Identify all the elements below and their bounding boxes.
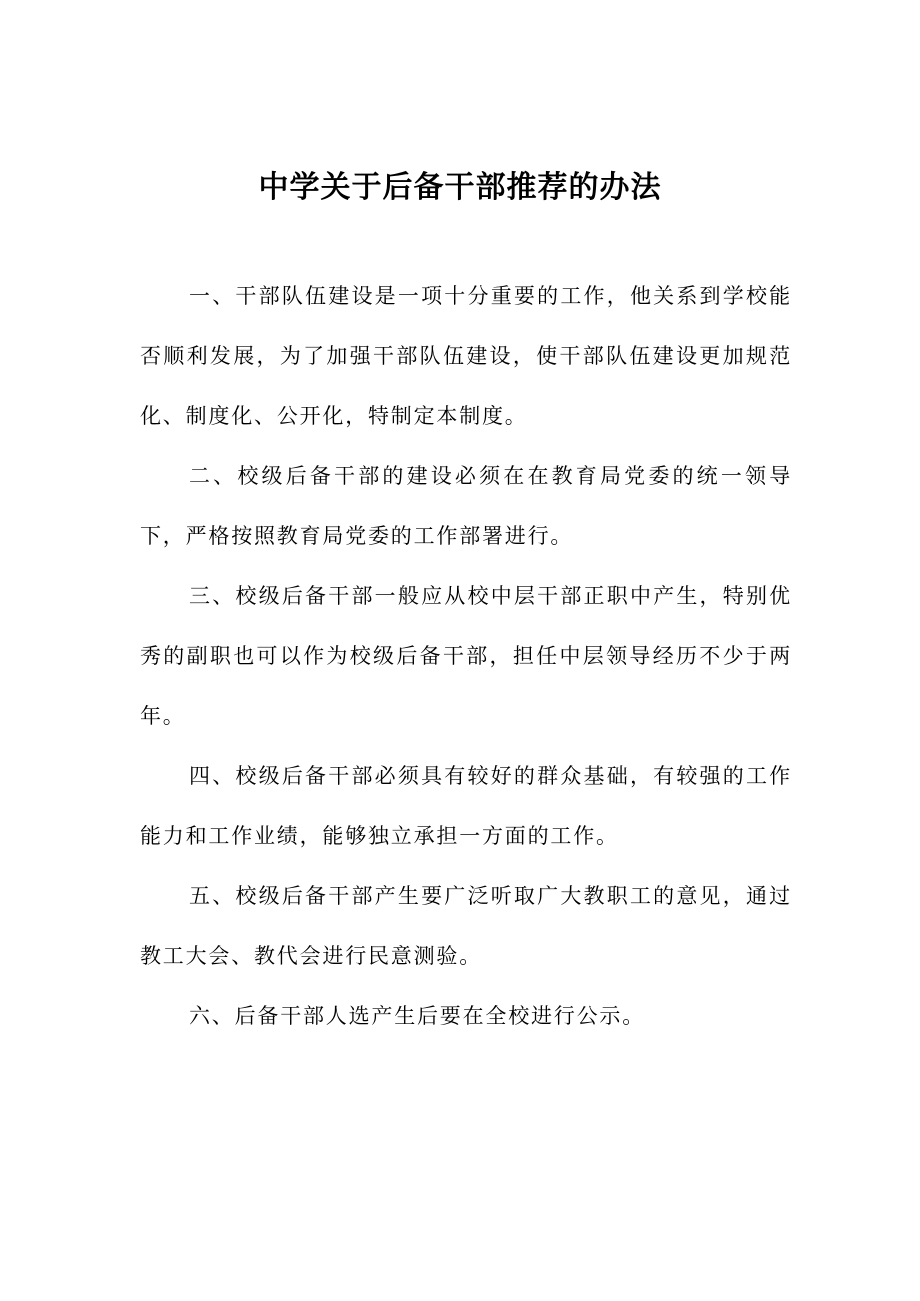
document-body [140, 266, 792, 1046]
paragraph-2: 二、校级后备干部的建设必须在在教育局党委的统一领导下，严格按照教育局党委的工作部署进行。 [140, 464, 792, 548]
paragraph-6: 六、后备干部人选产生后要在全校进行公示。 [189, 1004, 645, 1028]
paragraph-1: 一、干部队伍建设是一项十分重要的工作，他关系到学校能否顺利发展，为了加强干部队伍建设，使干部队伍建设更加规范化、制度化、公开化，特制定本制度。 [140, 284, 792, 428]
paragraph-3: 三、校级后备干部一般应从校中层干部正职中产生，特别优秀的副职也可以作为校级后备干部，担任中层领导经历不少于两年。 [140, 584, 792, 728]
paragraph-5: 五、校级后备干部产生要广泛听取广大教职工的意见，通过教工大会、教代会进行民意测验。 [140, 884, 792, 968]
document-title: 中学关于后备干部推荐的办法 [258, 170, 662, 205]
paragraph-4: 四、校级后备干部必须具有较好的群众基础，有较强的工作能力和工作业绩，能够独立承担一方面的工作。 [140, 764, 792, 848]
